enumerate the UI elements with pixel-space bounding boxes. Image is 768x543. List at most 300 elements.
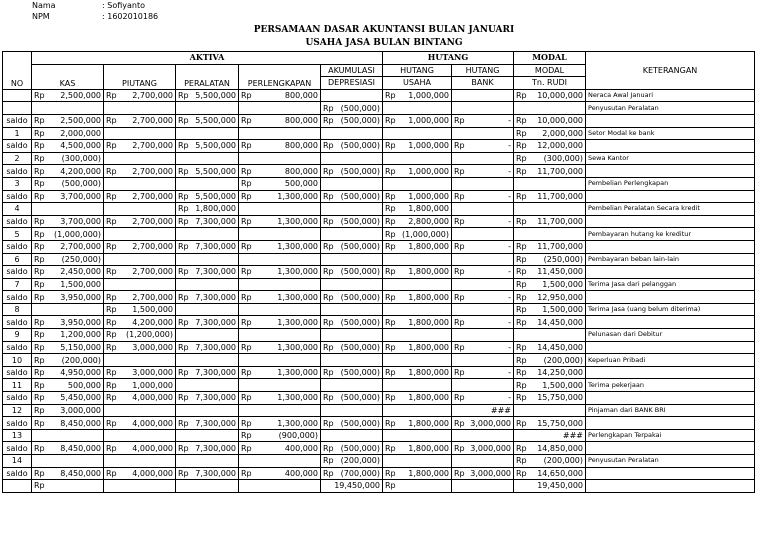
total-passiva-value: 19,450,000 xyxy=(514,480,586,493)
cell-perlengkapan: Rp 400,000 xyxy=(239,467,321,480)
cell-peralatan: Rp 1,800,000 xyxy=(176,203,239,216)
cell-hutang-usaha xyxy=(383,303,452,316)
cell-perlengkapan: Rp 400,000 xyxy=(239,442,321,455)
cell-no: 10 xyxy=(3,354,32,367)
cell-keterangan: Setor Modal ke bank xyxy=(586,127,755,140)
cell-keterangan xyxy=(586,366,755,379)
cell-modal: Rp 12,950,000 xyxy=(514,291,586,304)
total-peralatan xyxy=(176,480,239,493)
cell-piutang: Rp 1,500,000 xyxy=(104,303,176,316)
table-row xyxy=(3,253,755,266)
cell-keterangan: Pembayaran hutang ke kreditur xyxy=(586,228,755,241)
cell-perlengkapan: Rp 1,300,000 xyxy=(239,215,321,228)
cell-hutang-bank: Rp - xyxy=(452,366,514,379)
cell-perlengkapan xyxy=(239,228,321,241)
cell-keterangan xyxy=(586,165,755,178)
table-row xyxy=(3,140,755,153)
cell-perlengkapan xyxy=(239,455,321,468)
cell-kas: Rp 500,000 xyxy=(32,379,104,392)
cell-akumulasi: Rp (500,000) xyxy=(321,114,383,127)
cell-akumulasi xyxy=(321,303,383,316)
cell-hutang-usaha: Rp 1,000,000 xyxy=(383,165,452,178)
cell-hutang-bank xyxy=(452,177,514,190)
col-no: NO xyxy=(3,52,32,90)
cell-hutang-bank: Rp - xyxy=(452,190,514,203)
total-kas: Rp xyxy=(32,480,104,493)
cell-hutang-bank xyxy=(452,455,514,468)
col-hutang-bank-1: HUTANG xyxy=(452,64,514,77)
cell-hutang-bank xyxy=(452,228,514,241)
cell-piutang: Rp 2,700,000 xyxy=(104,114,176,127)
cell-no: 7 xyxy=(3,278,32,291)
cell-peralatan: Rp 7,300,000 xyxy=(176,266,239,279)
cell-piutang: Rp 4,200,000 xyxy=(104,316,176,329)
cell-kas xyxy=(32,455,104,468)
cell-hutang-bank: Rp - xyxy=(452,215,514,228)
npm-value: : 1602010186 xyxy=(102,12,159,21)
cell-kas: Rp (1,000,000) xyxy=(32,228,104,241)
col-hutang-usaha-1: HUTANG xyxy=(383,64,452,77)
cell-perlengkapan: Rp (900,000) xyxy=(239,429,321,442)
cell-keterangan xyxy=(586,417,755,430)
cell-keterangan xyxy=(586,215,755,228)
total-perlengkapan xyxy=(239,480,321,493)
cell-keterangan xyxy=(586,266,755,279)
cell-hutang-bank: Rp - xyxy=(452,140,514,153)
cell-piutang xyxy=(104,278,176,291)
cell-modal: Rp (300,000) xyxy=(514,152,586,165)
cell-peralatan xyxy=(176,404,239,417)
group-header-row xyxy=(3,52,755,65)
cell-perlengkapan xyxy=(239,127,321,140)
cell-keterangan: Penyusutan Peralatan xyxy=(586,455,755,468)
cell-kas: Rp 8,450,000 xyxy=(32,467,104,480)
cell-modal: Rp 14,250,000 xyxy=(514,366,586,379)
cell-keterangan xyxy=(586,341,755,354)
col-akumulasi-2: DEPRESIASI xyxy=(321,77,383,90)
cell-kas: Rp 3,950,000 xyxy=(32,291,104,304)
cell-piutang: Rp 4,000,000 xyxy=(104,467,176,480)
cell-akumulasi: Rp (500,000) xyxy=(321,417,383,430)
cell-modal: Rp 1,500,000 xyxy=(514,303,586,316)
cell-akumulasi: Rp (500,000) xyxy=(321,266,383,279)
cell-akumulasi xyxy=(321,379,383,392)
cell-hutang-usaha xyxy=(383,455,452,468)
cell-akumulasi: Rp (500,000) xyxy=(321,291,383,304)
cell-akumulasi: Rp (500,000) xyxy=(321,215,383,228)
cell-peralatan xyxy=(176,278,239,291)
cell-peralatan: Rp 5,500,000 xyxy=(176,140,239,153)
table-row xyxy=(3,404,755,417)
cell-no: saldo xyxy=(3,442,32,455)
cell-peralatan xyxy=(176,127,239,140)
npm-line xyxy=(32,12,159,21)
cell-kas: Rp 4,200,000 xyxy=(32,165,104,178)
cell-hutang-bank: Rp - xyxy=(452,240,514,253)
cell-peralatan xyxy=(176,303,239,316)
cell-perlengkapan xyxy=(239,379,321,392)
cell-modal: Rp 11,700,000 xyxy=(514,240,586,253)
cell-hutang-bank xyxy=(452,203,514,216)
cell-kas: Rp 1,200,000 xyxy=(32,329,104,342)
cell-hutang-usaha xyxy=(383,127,452,140)
cell-perlengkapan: Rp 1,300,000 xyxy=(239,240,321,253)
cell-keterangan: Terima Jasa (uang belum diterima) xyxy=(586,303,755,316)
cell-no: 8 xyxy=(3,303,32,316)
cell-modal: Rp 10,000,000 xyxy=(514,89,586,102)
table-row xyxy=(3,114,755,127)
cell-piutang xyxy=(104,253,176,266)
cell-hutang-usaha: Rp 1,800,000 xyxy=(383,291,452,304)
total-piutang xyxy=(104,480,176,493)
cell-no: 14 xyxy=(3,455,32,468)
cell-hutang-usaha: Rp 1,800,000 xyxy=(383,316,452,329)
cell-kas: Rp 8,450,000 xyxy=(32,417,104,430)
cell-peralatan xyxy=(176,455,239,468)
cell-hutang-bank xyxy=(452,127,514,140)
cell-hutang-usaha xyxy=(383,404,452,417)
cell-no xyxy=(3,102,32,115)
cell-hutang-bank xyxy=(452,253,514,266)
cell-akumulasi xyxy=(321,278,383,291)
cell-akumulasi: Rp (500,000) xyxy=(321,366,383,379)
cell-hutang-bank xyxy=(452,152,514,165)
cell-keterangan xyxy=(586,291,755,304)
cell-piutang: Rp 2,700,000 xyxy=(104,215,176,228)
cell-keterangan xyxy=(586,140,755,153)
cell-kas: Rp 3,700,000 xyxy=(32,215,104,228)
cell-akumulasi xyxy=(321,89,383,102)
table-row xyxy=(3,341,755,354)
cell-keterangan: Neraca Awal Januari xyxy=(586,89,755,102)
cell-piutang: Rp 4,000,000 xyxy=(104,442,176,455)
total-no xyxy=(3,480,32,493)
cell-kas: Rp 8,450,000 xyxy=(32,442,104,455)
cell-peralatan: Rp 7,300,000 xyxy=(176,442,239,455)
cell-hutang-bank: Rp - xyxy=(452,316,514,329)
cell-hutang-bank: Rp 3,000,000 xyxy=(452,467,514,480)
cell-hutang-bank xyxy=(452,278,514,291)
table-row xyxy=(3,190,755,203)
cell-hutang-usaha xyxy=(383,152,452,165)
total-hutang-bank xyxy=(452,480,514,493)
table-row xyxy=(3,291,755,304)
cell-peralatan: Rp 7,300,000 xyxy=(176,215,239,228)
cell-modal xyxy=(514,177,586,190)
cell-no: 6 xyxy=(3,253,32,266)
cell-hutang-bank: Rp - xyxy=(452,165,514,178)
cell-keterangan xyxy=(586,467,755,480)
cell-piutang: Rp 2,700,000 xyxy=(104,165,176,178)
cell-hutang-bank xyxy=(452,102,514,115)
cell-kas: Rp 3,950,000 xyxy=(32,316,104,329)
table-body xyxy=(3,89,755,479)
cell-modal: Rp 14,650,000 xyxy=(514,467,586,480)
cell-no: saldo xyxy=(3,266,32,279)
cell-perlengkapan xyxy=(239,329,321,342)
cell-peralatan xyxy=(176,177,239,190)
cell-keterangan: Pembelian Perlengkapan xyxy=(586,177,755,190)
cell-perlengkapan xyxy=(239,404,321,417)
cell-modal: Rp (200,000) xyxy=(514,354,586,367)
cell-akumulasi: Rp (500,000) xyxy=(321,316,383,329)
table-row xyxy=(3,329,755,342)
cell-hutang-usaha xyxy=(383,329,452,342)
table-row xyxy=(3,89,755,102)
cell-no: saldo xyxy=(3,392,32,405)
cell-piutang: Rp 1,000,000 xyxy=(104,379,176,392)
cell-peralatan: Rp 5,500,000 xyxy=(176,89,239,102)
cell-modal: Rp 14,850,000 xyxy=(514,442,586,455)
cell-modal: Rp 14,450,000 xyxy=(514,341,586,354)
table-row xyxy=(3,455,755,468)
cell-hutang-usaha: Rp 1,800,000 xyxy=(383,392,452,405)
page-subtitle: USAHA JASA BULAN BINTANG xyxy=(305,38,463,48)
cell-perlengkapan: Rp 1,300,000 xyxy=(239,366,321,379)
cell-perlengkapan xyxy=(239,203,321,216)
table-row xyxy=(3,467,755,480)
cell-peralatan xyxy=(176,253,239,266)
cell-akumulasi xyxy=(321,253,383,266)
cell-keterangan xyxy=(586,316,755,329)
cell-hutang-usaha: Rp (1,000,000) xyxy=(383,228,452,241)
cell-no: 4 xyxy=(3,203,32,216)
cell-piutang: Rp 2,700,000 xyxy=(104,266,176,279)
cell-akumulasi: Rp (500,000) xyxy=(321,341,383,354)
table-row xyxy=(3,392,755,405)
cell-piutang: Rp 2,700,000 xyxy=(104,140,176,153)
cell-hutang-usaha xyxy=(383,429,452,442)
cell-piutang xyxy=(104,404,176,417)
col-piutang: PIUTANG xyxy=(104,64,176,89)
col-keterangan: KETERANGAN xyxy=(586,52,755,90)
cell-keterangan: Keperluan Pribadi xyxy=(586,354,755,367)
cell-kas: Rp 2,700,000 xyxy=(32,240,104,253)
cell-no: saldo xyxy=(3,417,32,430)
cell-keterangan xyxy=(586,240,755,253)
cell-hutang-bank: Rp - xyxy=(452,266,514,279)
cell-hutang-bank: Rp - xyxy=(452,291,514,304)
cell-piutang: Rp 2,700,000 xyxy=(104,240,176,253)
cell-keterangan xyxy=(586,114,755,127)
cell-akumulasi: Rp (500,000) xyxy=(321,102,383,115)
cell-keterangan xyxy=(586,442,755,455)
cell-no: 11 xyxy=(3,379,32,392)
cell-hutang-bank xyxy=(452,379,514,392)
cell-piutang: Rp (1,200,000) xyxy=(104,329,176,342)
table-row xyxy=(3,366,755,379)
cell-peralatan: Rp 7,300,000 xyxy=(176,291,239,304)
col-akumulasi-1: AKUMULASI xyxy=(321,64,383,77)
table-row xyxy=(3,316,755,329)
cell-no: saldo xyxy=(3,240,32,253)
cell-hutang-usaha: Rp 1,000,000 xyxy=(383,140,452,153)
page-title: PERSAMAAN DASAR AKUNTANSI BULAN JANUARI xyxy=(253,25,515,35)
cell-no: saldo xyxy=(3,165,32,178)
cell-akumulasi: Rp (500,000) xyxy=(321,190,383,203)
cell-akumulasi xyxy=(321,152,383,165)
cell-modal: Rp 15,750,000 xyxy=(514,392,586,405)
cell-kas: Rp 5,450,000 xyxy=(32,392,104,405)
cell-hutang-usaha: Rp 1,800,000 xyxy=(383,203,452,216)
cell-no: saldo xyxy=(3,341,32,354)
cell-peralatan: Rp 7,300,000 xyxy=(176,240,239,253)
cell-kas: Rp 3,700,000 xyxy=(32,190,104,203)
cell-modal xyxy=(514,102,586,115)
table-row xyxy=(3,228,755,241)
cell-akumulasi: Rp (500,000) xyxy=(321,240,383,253)
cell-modal: Rp 11,450,000 xyxy=(514,266,586,279)
cell-no: saldo xyxy=(3,291,32,304)
cell-perlengkapan xyxy=(239,102,321,115)
table-row xyxy=(3,240,755,253)
group-modal: MODAL xyxy=(514,52,586,65)
cell-no: 3 xyxy=(3,177,32,190)
cell-akumulasi xyxy=(321,404,383,417)
cell-kas: Rp (250,000) xyxy=(32,253,104,266)
group-aktiva: AKTIVA xyxy=(32,52,383,65)
cell-hutang-usaha xyxy=(383,278,452,291)
cell-hutang-usaha: Rp 1,800,000 xyxy=(383,240,452,253)
col-hutang-bank-2: BANK xyxy=(452,77,514,90)
npm-label: NPM xyxy=(32,12,50,21)
cell-modal: Rp (200,000) xyxy=(514,455,586,468)
cell-piutang xyxy=(104,203,176,216)
cell-peralatan: Rp 7,300,000 xyxy=(176,316,239,329)
cell-piutang xyxy=(104,228,176,241)
cell-keterangan: Pembelian Peralatan Secara kredit xyxy=(586,203,755,216)
cell-kas: Rp 4,950,000 xyxy=(32,366,104,379)
cell-no: saldo xyxy=(3,316,32,329)
cell-modal: Rp (250,000) xyxy=(514,253,586,266)
cell-piutang: Rp 2,700,000 xyxy=(104,291,176,304)
cell-hutang-usaha xyxy=(383,379,452,392)
cell-modal: Rp 11,700,000 xyxy=(514,190,586,203)
cell-no: saldo xyxy=(3,215,32,228)
cell-no: saldo xyxy=(3,190,32,203)
cell-peralatan: Rp 7,300,000 xyxy=(176,366,239,379)
cell-keterangan: Pembayaran beban lain-lain xyxy=(586,253,755,266)
cell-hutang-bank: ### xyxy=(452,404,514,417)
cell-hutang-usaha: Rp 1,000,000 xyxy=(383,190,452,203)
cell-hutang-bank: Rp 3,000,000 xyxy=(452,417,514,430)
col-peralatan: PERALATAN xyxy=(176,64,239,89)
cell-no xyxy=(3,89,32,102)
cell-kas: Rp 2,450,000 xyxy=(32,266,104,279)
cell-hutang-usaha xyxy=(383,354,452,367)
cell-no: 1 xyxy=(3,127,32,140)
cell-peralatan xyxy=(176,429,239,442)
cell-peralatan xyxy=(176,329,239,342)
nama-line xyxy=(32,1,145,10)
cell-modal xyxy=(514,228,586,241)
cell-peralatan: Rp 5,500,000 xyxy=(176,114,239,127)
cell-modal xyxy=(514,203,586,216)
cell-piutang: Rp 2,700,000 xyxy=(104,89,176,102)
total-aktiva-value: 19,450,000 xyxy=(321,480,383,493)
cell-peralatan xyxy=(176,379,239,392)
cell-peralatan: Rp 7,300,000 xyxy=(176,341,239,354)
cell-no: 12 xyxy=(3,404,32,417)
cell-keterangan: Terima pekerjaan xyxy=(586,379,755,392)
cell-perlengkapan: Rp 800,000 xyxy=(239,114,321,127)
table-row xyxy=(3,152,755,165)
cell-hutang-usaha xyxy=(383,177,452,190)
cell-perlengkapan: Rp 1,300,000 xyxy=(239,266,321,279)
table-row xyxy=(3,379,755,392)
cell-peralatan: Rp 7,300,000 xyxy=(176,392,239,405)
cell-modal: Rp 14,450,000 xyxy=(514,316,586,329)
cell-kas: Rp 2,500,000 xyxy=(32,89,104,102)
cell-hutang-bank xyxy=(452,303,514,316)
cell-peralatan xyxy=(176,152,239,165)
table-row xyxy=(3,429,755,442)
table-row xyxy=(3,266,755,279)
col-perlengkapan: PERLENGKAPAN xyxy=(239,64,321,89)
cell-peralatan xyxy=(176,228,239,241)
total-row xyxy=(3,480,755,493)
cell-kas xyxy=(32,303,104,316)
cell-no: 5 xyxy=(3,228,32,241)
cell-hutang-bank: Rp - xyxy=(452,341,514,354)
cell-kas: Rp (200,000) xyxy=(32,354,104,367)
cell-hutang-usaha: Rp 1,800,000 xyxy=(383,366,452,379)
cell-piutang: Rp 3,000,000 xyxy=(104,366,176,379)
cell-hutang-usaha: Rp 1,800,000 xyxy=(383,341,452,354)
cell-hutang-bank: Rp - xyxy=(452,114,514,127)
cell-hutang-usaha: Rp 1,800,000 xyxy=(383,442,452,455)
cell-hutang-usaha xyxy=(383,253,452,266)
table-row xyxy=(3,303,755,316)
cell-hutang-usaha: Rp 1,000,000 xyxy=(383,89,452,102)
cell-keterangan: Perlengkapan Terpakai xyxy=(586,429,755,442)
table-row xyxy=(3,215,755,228)
cell-akumulasi xyxy=(321,228,383,241)
cell-hutang-usaha: Rp 1,800,000 xyxy=(383,467,452,480)
cell-keterangan: Terima Jasa dari pelanggan xyxy=(586,278,755,291)
cell-hutang-usaha: Rp 1,000,000 xyxy=(383,114,452,127)
cell-perlengkapan xyxy=(239,253,321,266)
group-hutang: HUTANG xyxy=(383,52,514,65)
cell-keterangan xyxy=(586,392,755,405)
cell-keterangan xyxy=(586,190,755,203)
cell-peralatan: Rp 7,300,000 xyxy=(176,417,239,430)
cell-modal: Rp 12,000,000 xyxy=(514,140,586,153)
cell-piutang xyxy=(104,177,176,190)
cell-akumulasi: Rp (700,000) xyxy=(321,467,383,480)
cell-hutang-bank xyxy=(452,329,514,342)
nama-value: : Sofiyanto xyxy=(102,1,145,10)
col-modal-rudi-1: MODAL xyxy=(514,64,586,77)
cell-keterangan: Pelunasan dari Debitur xyxy=(586,329,755,342)
cell-kas: Rp 2,000,000 xyxy=(32,127,104,140)
cell-piutang xyxy=(104,455,176,468)
table-row xyxy=(3,354,755,367)
cell-modal: Rp 11,700,000 xyxy=(514,215,586,228)
cell-perlengkapan: Rp 1,300,000 xyxy=(239,392,321,405)
cell-akumulasi: Rp (500,000) xyxy=(321,442,383,455)
cell-hutang-bank: Rp 3,000,000 xyxy=(452,442,514,455)
cell-piutang: Rp 2,700,000 xyxy=(104,190,176,203)
table-row xyxy=(3,442,755,455)
cell-piutang: Rp 4,000,000 xyxy=(104,417,176,430)
nama-label: Nama xyxy=(32,1,56,10)
cell-perlengkapan: Rp 1,300,000 xyxy=(239,291,321,304)
cell-piutang xyxy=(104,354,176,367)
table-row xyxy=(3,278,755,291)
cell-piutang xyxy=(104,127,176,140)
cell-keterangan: Sewa Kantor xyxy=(586,152,755,165)
